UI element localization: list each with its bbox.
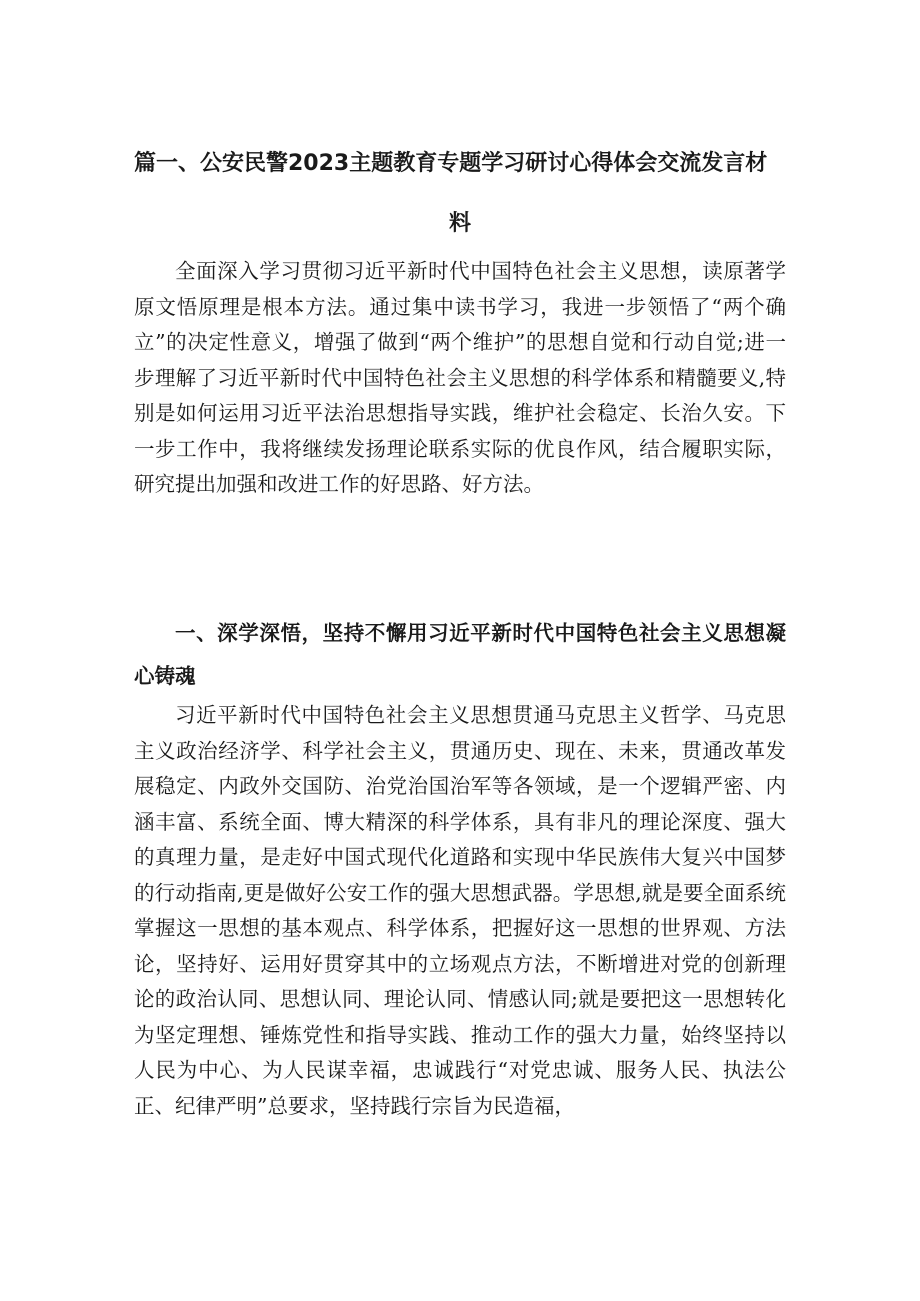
intro-paragraph: 全面深入学习贯彻习近平新时代中国特色社会主义思想，读原著学原文悟原理是根本方法。通过集中读书学习，我进一步领悟了“两个确立”的决定性意义，增强了做到“两个维护”的思想自觉和行动自觉;进一步理解了习近平新时代中国特色社会主义思想的科学体系和精髓要义,特别是如何运用习近平法治思想指导实践，维护社会稳定、长治久安。下一步工作中，我将继续发扬理论联系实际的优良作风，结合履职实际，研究提出加强和改进工作的好思路、好方法。 [134, 259, 786, 496]
section-1-heading: 一、深学深悟，坚持不懈用习近平新时代中国特色社会主义思想凝心铸魂 [134, 621, 786, 688]
document-title-line-2: 料 [448, 211, 471, 236]
section-1-paragraph: 习近平新时代中国特色社会主义思想贯通马克思主义哲学、马克思主义政治经济学、科学社会主义，贯通历史、现在、未来，贯通改革发展稳定、内政外交国防、治党治国治军等各领域，是一个逻辑严密、内涵丰富、系统全面、博大精深的科学体系，具有非凡的理论深度、强大的真理力量，是走好中国式现代化道路和实现中华民族伟大复兴中国梦的行动指南,更是做好公安工作的强大思想武器。学思想,就是要全面系统掌握这一思想的基本观点、科学体系，把握好这一思想的世界观、方法论，坚持好、运用好贯穿其中的立场观点方法，不断增进对党的创新理论的政治认同、思想认同、理论认同、情感认同;就是要把这一思想转化为坚定理想、锤炼党性和指导实践、推动工作的强大力量，始终坚持以人民为中心、为人民谋幸福，忠诚践行“对党忠诚、服务人民、执法公正、纪律严明”总要求，坚持践行宗旨为民造福， [134, 703, 786, 1118]
document-title-line-1: 篇一、公安民警2023主题教育专题学习研讨心得体会交流发言材 [134, 151, 768, 176]
